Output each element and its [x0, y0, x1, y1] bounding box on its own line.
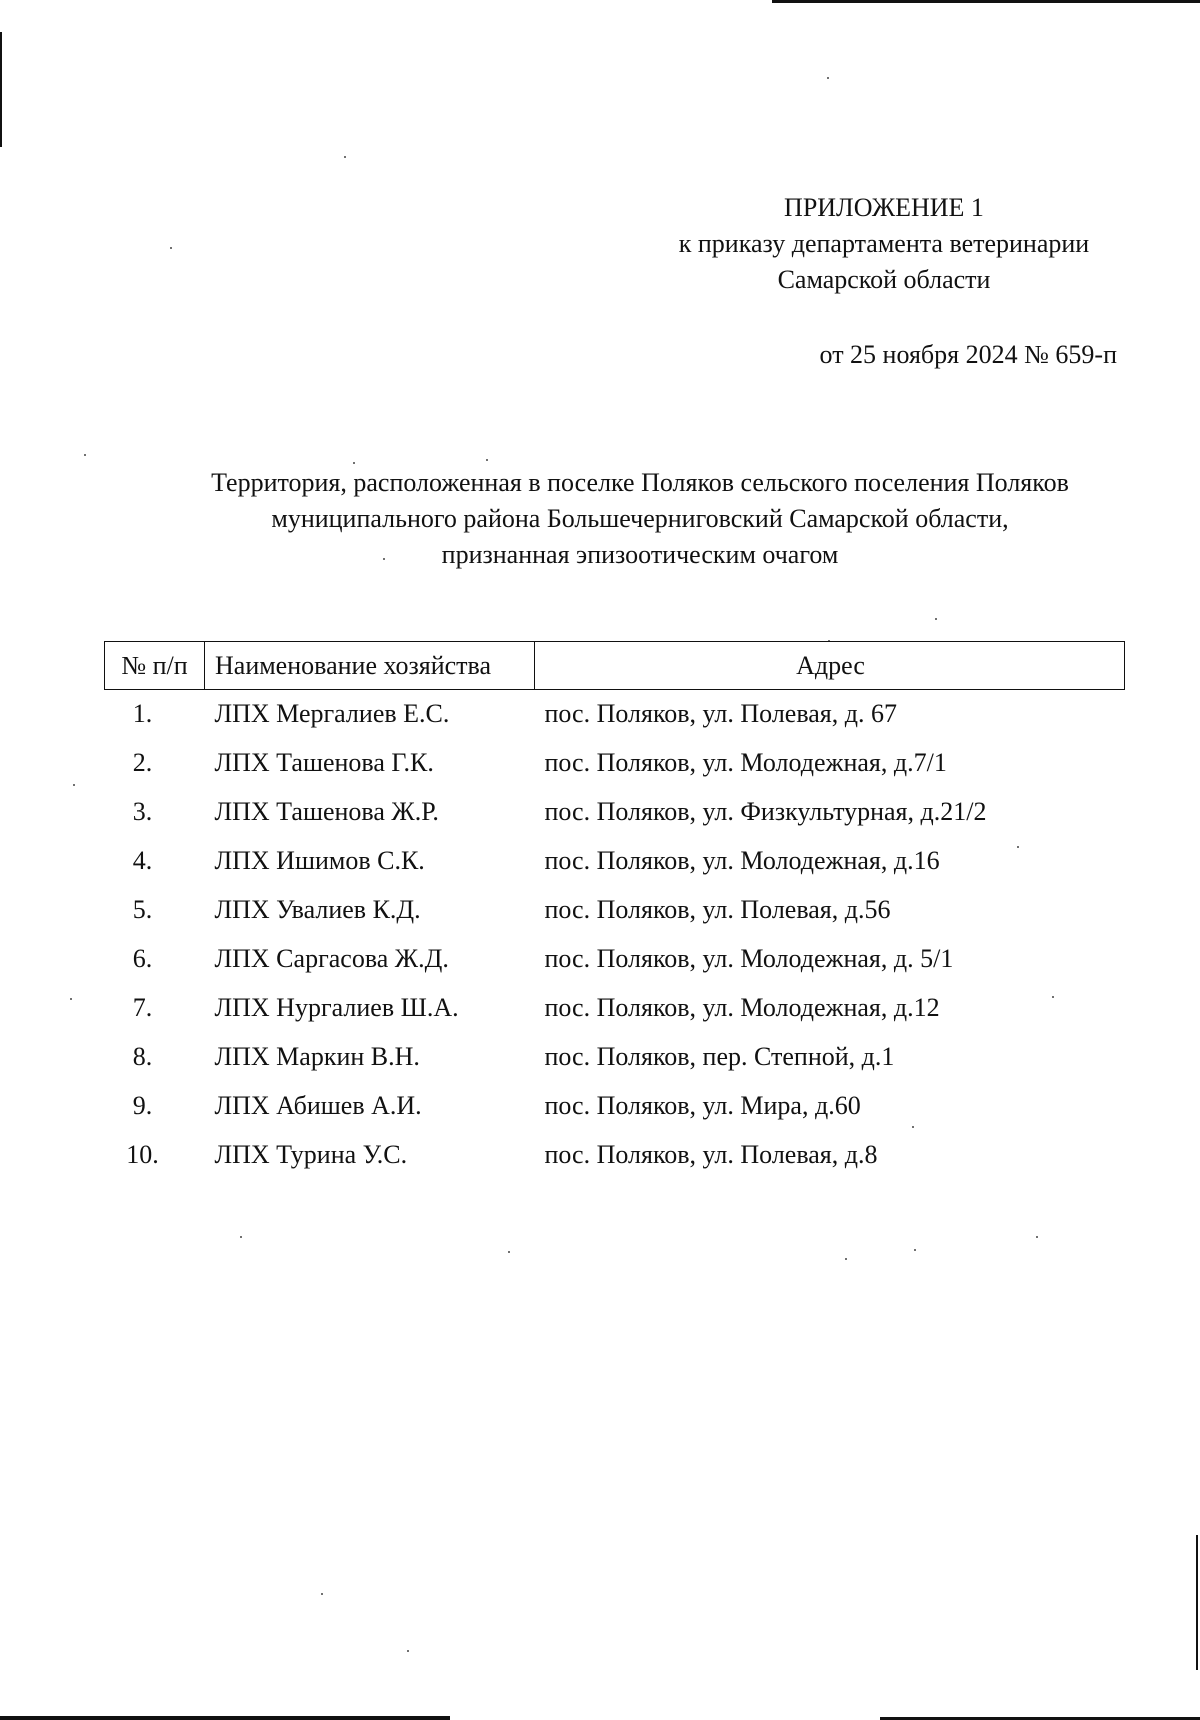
attachment-header: [644, 190, 1124, 298]
scan-edge-right: [1196, 1535, 1198, 1670]
scan-speck: [353, 462, 355, 464]
scan-speck: [344, 156, 346, 158]
farm-name: ЛПХ Ишимов С.К.: [214, 846, 425, 875]
scan-speck: [170, 247, 172, 249]
row-number: 9.: [132, 1091, 153, 1120]
farm-address: пос. Поляков, ул. Полевая, д.8: [544, 1140, 878, 1169]
farm-name: ЛПХ Турина У.С.: [214, 1140, 408, 1169]
table-row: [105, 886, 1125, 935]
scan-speck: [70, 998, 72, 1000]
farm-name: ЛПХ Маркин В.Н.: [214, 1042, 420, 1071]
farm-address: пос. Поляков, ул. Физкультурная, д.21/2: [544, 797, 987, 826]
farm-address: пос. Поляков, пер. Степной, д.1: [544, 1042, 895, 1071]
farm-address: пос. Поляков, ул. Полевая, д. 67: [544, 699, 897, 729]
scan-edge-left: [0, 32, 2, 147]
farm-address: пос. Поляков, ул. Молодежная, д. 5/1: [544, 944, 954, 973]
scan-speck: [486, 459, 488, 461]
row-number: 8.: [132, 1042, 153, 1071]
table-header-row: [105, 642, 1125, 690]
column-header-address: Адрес: [535, 642, 1125, 690]
farm-name: ЛПХ Мергалиев Е.С.: [214, 699, 450, 729]
scan-speck: [84, 454, 86, 456]
row-number: 7.: [132, 993, 153, 1022]
scan-speck: [845, 1258, 847, 1260]
column-header-farm-name: Наименование хозяйства: [205, 642, 535, 690]
table-row: [105, 837, 1125, 886]
scan-speck: [73, 784, 75, 786]
scan-edge-bottom: [0, 1716, 450, 1720]
column-header-number: № п/п: [105, 642, 205, 690]
farm-name: ЛПХ Ташенова Г.К.: [214, 748, 434, 777]
table-row: [105, 935, 1125, 984]
scan-speck: [1036, 1236, 1038, 1238]
table-row: [105, 1082, 1125, 1131]
farm-address: пос. Поляков, ул. Мира, д.60: [544, 1091, 861, 1120]
attachment-region: Самарской области: [777, 265, 991, 294]
table-row: [105, 788, 1125, 837]
table-row: [105, 1033, 1125, 1082]
table-row: [105, 984, 1125, 1033]
farm-name: ЛПХ Ташенова Ж.Р.: [214, 797, 439, 826]
scan-speck: [407, 1650, 409, 1652]
scan-speck: [935, 618, 937, 620]
scan-speck: [240, 1236, 242, 1238]
farm-name: ЛПХ Абишев А.И.: [214, 1091, 422, 1120]
scan-speck: [508, 1251, 510, 1253]
farm-address: пос. Поляков, ул. Молодежная, д.12: [544, 993, 940, 1022]
farm-address: пос. Поляков, ул. Полевая, д.56: [544, 895, 891, 924]
scan-speck: [321, 1593, 323, 1595]
table-row: [105, 1131, 1125, 1180]
row-number: 2.: [132, 748, 153, 777]
row-number: 5.: [132, 895, 153, 924]
scan-speck: [914, 1249, 916, 1251]
attachment-order-reference: к приказу департамента ветеринарии: [678, 229, 1090, 258]
farms-table: [104, 641, 1125, 1180]
document-title-line: признанная эпизоотическим очагом: [441, 540, 839, 569]
farm-name: ЛПХ Саргасова Ж.Д.: [214, 944, 449, 973]
table-row: [105, 739, 1125, 788]
document-title: [100, 465, 1180, 573]
row-number: 10.: [126, 1140, 159, 1169]
farm-address: пос. Поляков, ул. Молодежная, д.7/1: [544, 748, 947, 777]
row-number: 6.: [132, 944, 153, 973]
farm-address: пос. Поляков, ул. Молодежная, д.16: [544, 846, 940, 875]
scan-edge-top: [772, 0, 1200, 3]
table-row: [105, 690, 1125, 739]
scan-speck: [827, 77, 829, 79]
order-date: от 25 ноября 2024 № 659-п: [819, 340, 1117, 369]
row-number: 1.: [132, 699, 153, 729]
attachment-title: ПРИЛОЖЕНИЕ 1: [784, 193, 984, 222]
row-number: 3.: [132, 797, 153, 826]
farm-name: ЛПХ Нургалиев Ш.А.: [214, 993, 459, 1022]
document-title-line: Территория, расположенная в поселке Поляков сельского поселения Поляков: [211, 468, 1069, 497]
row-number: 4.: [132, 846, 153, 875]
farm-name: ЛПХ Увалиев К.Д.: [214, 895, 421, 924]
document-title-line: муниципального района Большечерниговский Самарской области,: [271, 504, 1009, 533]
